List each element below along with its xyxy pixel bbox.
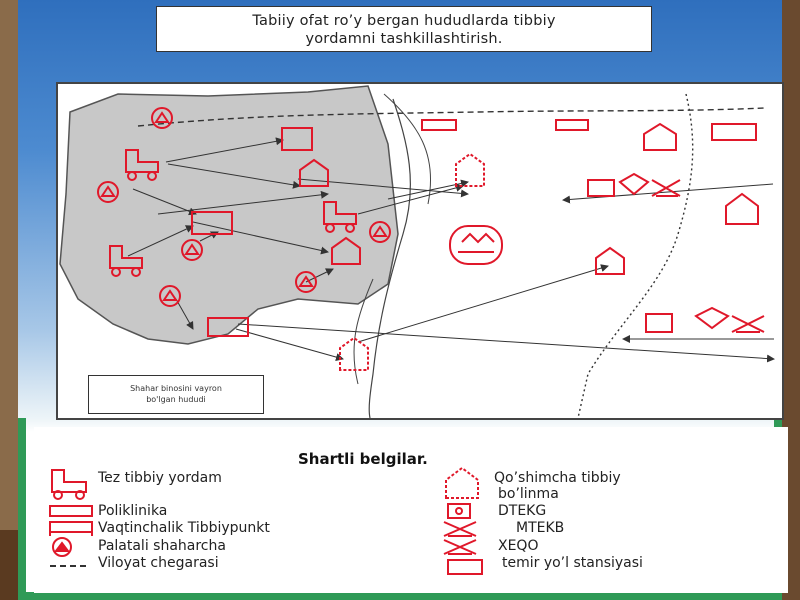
ruined-area-label (88, 375, 264, 414)
legend-right-icons (440, 466, 500, 586)
left-edge-strip (0, 0, 18, 600)
polyclinic-icon (50, 506, 92, 516)
ambulance-icon (52, 470, 86, 499)
ruined-area-label-line-2: bo'lgan hududi (146, 395, 206, 404)
title-line-2: yordamni tashkillashtirish. (305, 31, 503, 47)
legend-label-xeqo: XEQO (498, 538, 539, 554)
station-box-1 (712, 124, 756, 140)
map-drawing (58, 84, 782, 418)
mtekb-icon (444, 522, 476, 536)
polyclinic-4 (556, 120, 588, 130)
legend-left-icons (44, 466, 104, 586)
legend-label-polyclinic: Poliklinika (98, 503, 168, 519)
legend-label-extra-unit-1: Qo’shimcha tibbiy (494, 470, 621, 486)
tent-camp-large (450, 226, 502, 264)
legend-label-extra-unit-2: bo’linma (498, 486, 559, 502)
xeqo-2 (732, 316, 764, 332)
extra-unit-3 (644, 124, 676, 150)
legend-title: Shartli belgilar. (298, 450, 428, 468)
legend-label-region-border: Viloyat chegarasi (98, 555, 219, 571)
legend-label-tent-camp: Palatali shaharcha (98, 538, 226, 554)
xeqo-icon (444, 540, 476, 554)
legend-label-mtekb: MTEKB (516, 520, 565, 536)
extra-medical-unit-icon (446, 468, 478, 498)
legend-label-dtekg: DTEKG (498, 503, 547, 519)
extra-unit-5 (726, 194, 758, 224)
bottom-left-strip (0, 530, 18, 600)
xeqo-1 (652, 180, 680, 196)
disaster-map (56, 82, 784, 420)
legend-label-ambulance: Tez tibbiy yordam (98, 470, 222, 486)
temporary-medpoint-icon (50, 522, 92, 536)
legend-label-railway-station: temir yo’l stansiyasi (502, 555, 643, 571)
extra-unit-4 (596, 248, 624, 274)
polyclinic-3 (422, 120, 456, 130)
tent-camp-icon (53, 538, 71, 556)
slide-title (156, 6, 652, 52)
extra-unit-dashed-1 (456, 154, 484, 186)
ruined-area-label-line-1: Shahar binosini vayron (130, 384, 222, 393)
legend-label-temporary-medpoint: Vaqtinchalik Tibbiypunkt (98, 520, 270, 536)
dtekg-1 (588, 180, 614, 196)
railway-station-icon (448, 560, 482, 574)
title-line-1: Tabiiy ofat ro’y bergan hududlarda tibbiy (252, 13, 556, 29)
dtekg-2 (646, 314, 672, 332)
mtekb-2 (696, 308, 728, 328)
dtekg-icon (448, 504, 470, 518)
mtekb-1 (620, 174, 648, 194)
